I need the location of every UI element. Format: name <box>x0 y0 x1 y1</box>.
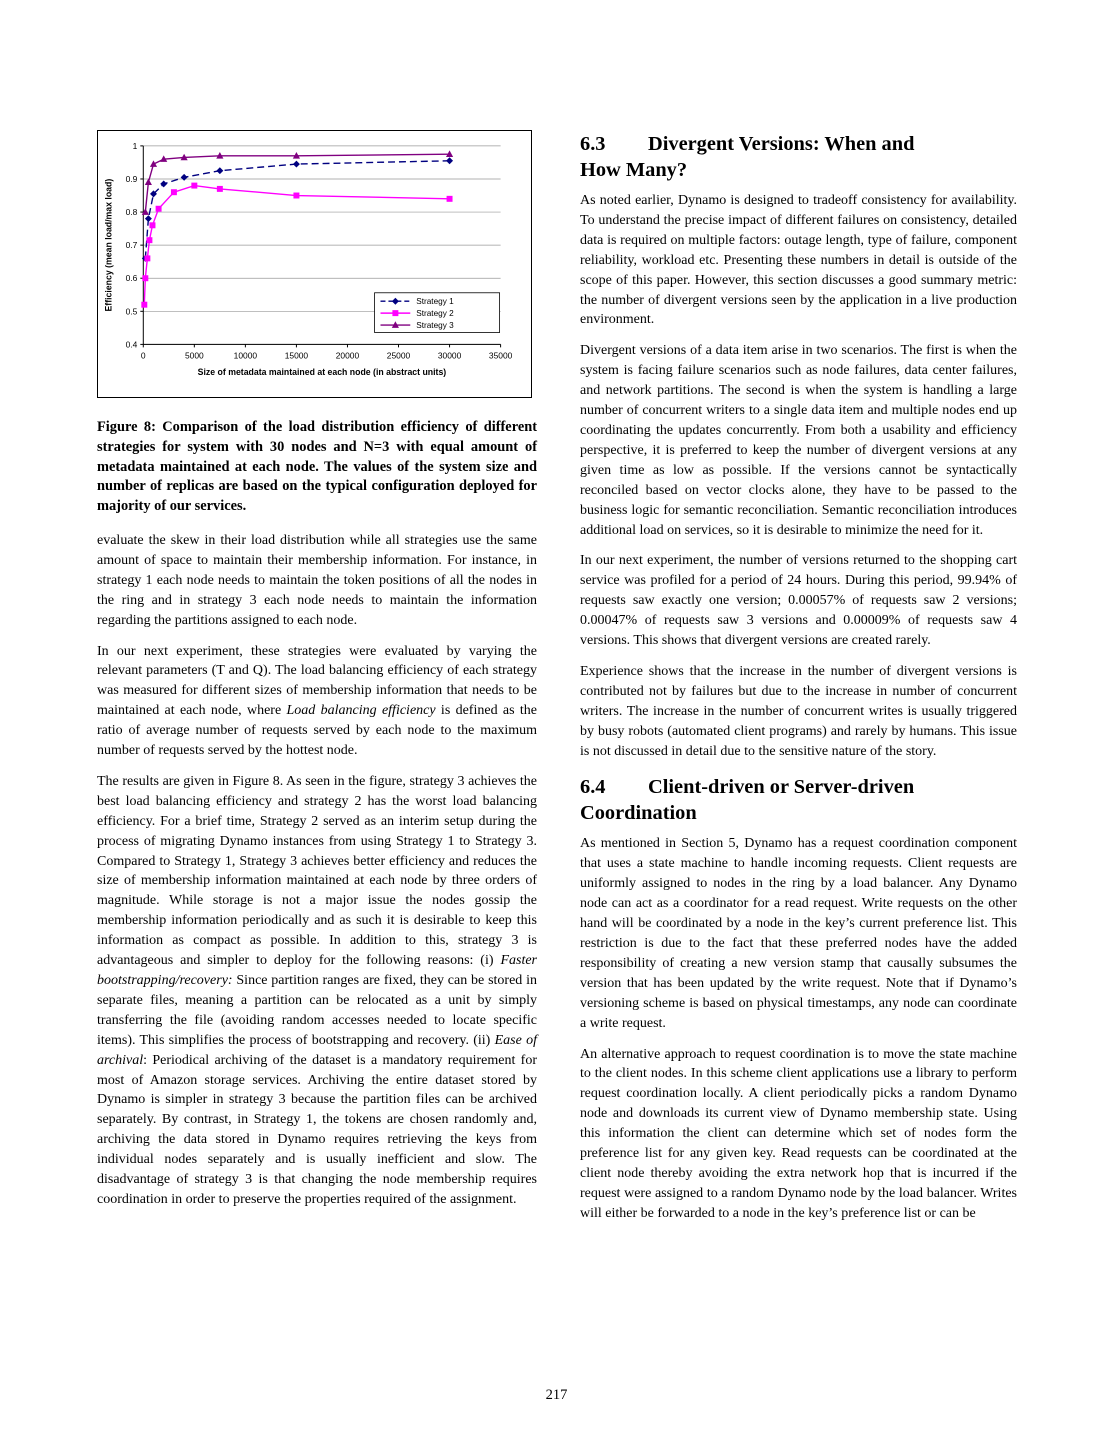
svg-text:5000: 5000 <box>184 350 204 361</box>
paragraph: As noted earlier, Dynamo is designed to tradeoff consistency for availability. To understand the precise impact of different failures on consistency, detailed data is required on multiple factors: outage length, type of failure, component reliability, workload etc. Presenting these numbers in detail is outside of the scope of this paper. However, this section discusses a good summary metric: the number of divergent versions seen by the application in a live production environment. <box>580 193 1017 328</box>
svg-text:Strategy 2: Strategy 2 <box>416 309 454 319</box>
svg-text:Size of metadata maintained at: Size of metadata maintained at each node (in abstract units) <box>197 367 447 378</box>
paragraph: An alternative approach to request coordination is to move the state machine to the client nodes. In this scheme client applications use a library to perform request coordination locally. A client periodically picks a random Dynamo node and downloads its current view of Dynamo membership state. Using this information the client can determine which set of nodes form the preference list for any given key. Read requests can be coordinated at the client node thereby avoiding the extra network hop that is incurred if the request were assigned to a random Dynamo node by the load balancer. Writes will either be forwarded to a node in the key’s preference list or can be <box>580 1046 1017 1221</box>
svg-text:1: 1 <box>132 140 138 151</box>
svg-text:Strategy 1: Strategy 1 <box>416 297 454 307</box>
page-number: 217 <box>545 1387 568 1403</box>
section-6-4-heading <box>580 775 960 826</box>
section-6-3-heading <box>580 132 960 183</box>
figure-8 <box>97 130 537 517</box>
right-column <box>580 132 1017 1224</box>
svg-text:Strategy 3: Strategy 3 <box>416 321 454 331</box>
paragraph: The results are given in Figure 8. As seen in the figure, strategy 3 achieves the best load balancing efficiency and strategy 2 has the worst load balancing efficiency. For a brief time, Strategy 2 served as an interim setup during the process of migrating Dynamo instances from using Strategy 1 to Strategy 3. Compared to Strategy 1, Strategy 3 achieves better efficiency and reduces the size of membership information maintained at each node by three orders of magnitude. While storage is not a major issue the nodes gossip the membership information periodically and as such it is desirable to keep this information as compact as possible. In addition to this, strategy 3 is advantageous and simpler to deploy for the following reasons: (i) Faster bootstrapping/recovery: Since partition ranges are fixed, they can be stored in separate files, meaning a partition can be relocated as a unit by simply transferring the file (avoiding random accesses needed to locate specific items). This simplifies the process of bootstrapping and recovery. (ii) Ease of archival: Periodical archiving of the dataset is a mandatory requirement for most of Amazon storage services. Archiving the entire dataset stored by Dynamo is simpler in strategy 3 because the partition files can be archived separately. By contrast, in Strategy 1, the tokens are chosen randomly and, archiving the data stored in Dynamo requires retrieving the keys from individual nodes separately and is usually inefficient and slow. The disadvantage of strategy 3 is that changing the node membership requires coordination in order to preserve the properties required of the assignment. <box>97 773 537 1207</box>
section-title: Client-driven or Server-driven Coordination <box>580 776 915 824</box>
svg-text:Efficiency (mean load/max load: Efficiency (mean load/max load) <box>103 178 114 312</box>
figure-8-caption: Figure 8: Comparison of the load distribution efficiency of different strategies for system with 30 nodes and N=3 with equal amount of metadata maintained at each node. The values of the system size and number of replicas are based on the typical configuration deployed for majority of our services. <box>97 419 537 515</box>
svg-text:10000: 10000 <box>233 350 258 361</box>
section-number: 6.4 <box>580 776 606 799</box>
svg-text:0.7: 0.7 <box>125 240 138 251</box>
svg-text:20000: 20000 <box>335 350 360 361</box>
svg-text:0.6: 0.6 <box>125 273 138 284</box>
svg-text:25000: 25000 <box>386 350 411 361</box>
paragraph: As mentioned in Section 5, Dynamo has a request coordination component that uses a state machine to handle incoming requests. Client requests are uniformly assigned to nodes in the ring by a load balancer. Any Dynamo node can act as a coordinator for a read request. Write requests on the other hand will be coordinated by a node in the key’s current preference list. This restriction is due to the fact that these preferred nodes have the added responsibility of creating a new version stamp that causally subsumes the version that has been updated by the write request. Note that if Dynamo’s versioning scheme is based on physical timestamps, any node can coordinate a write request. <box>580 836 1017 1031</box>
svg-text:35000: 35000 <box>488 350 513 361</box>
paragraph: Divergent versions of a data item arise in two scenarios. The first is when the system is facing failure scenarios such as node failures, data center failures, and network partitions. The second is when the system is handling a large number of concurrent writers to a single data item and multiple nodes end up coordinating the updates concurrently. From both a usability and efficiency perspective, it is preferred to keep the number of divergent versions at any given time as low as possible. If the versions cannot be syntactically reconciled based on vector clocks alone, they have to be passed to the business logic for semantic reconciliation. Semantic reconciliation introduces additional load on services, so it is desirable to minimize the need for it. <box>580 343 1017 538</box>
section-title: Divergent Versions: When and How Many? <box>580 133 915 181</box>
figure-8-chart <box>98 131 531 397</box>
svg-text:30000: 30000 <box>437 350 462 361</box>
paragraph: Experience shows that the increase in the number of divergent versions is contributed not by failures but due to the increase in number of concurrent writers. The increase in the number of concurrent writes is usually triggered by busy robots (automated client programs) and rarely by humans. This issue is not discussed in detail due to the sensitive nature of the story. <box>580 663 1017 759</box>
svg-text:0.5: 0.5 <box>125 306 138 317</box>
svg-text:0.9: 0.9 <box>125 173 138 184</box>
section-number: 6.3 <box>580 133 606 155</box>
svg-text:0: 0 <box>140 350 146 361</box>
svg-text:0.4: 0.4 <box>125 339 138 350</box>
paragraph: evaluate the skew in their load distribution while all strategies use the same amount of space to maintain their membership information. For instance, in strategy 1 each node needs to maintain the token positions of all the nodes in the ring and in strategy 3 each node needs to maintain the information regarding the partitions assigned to each node. <box>97 532 537 628</box>
figure-8-chart-frame <box>97 130 532 398</box>
svg-text:15000: 15000 <box>284 350 309 361</box>
paragraph: In our next experiment, the number of versions returned to the shopping cart service was profiled for a period of 24 hours. During this period, 99.94% of requests saw exactly one version; 0.00057% of requests saw 2 versions; 0.00047% of requests saw 3 versions and 0.00009% of requests saw 4 versions. This shows that divergent versions are created rarely. <box>580 553 1017 649</box>
svg-text:0.8: 0.8 <box>125 207 138 218</box>
paragraph: In our next experiment, these strategies were evaluated by varying the relevant parameters (T and Q). The load balancing efficiency of each strategy was measured for different sizes of membership information that needs to be maintained at each node, where Load balancing efficiency is defined as the ratio of average number of requests served by each node to the maximum number of requests served by the hottest node. <box>97 643 537 759</box>
left-column <box>97 130 537 1210</box>
